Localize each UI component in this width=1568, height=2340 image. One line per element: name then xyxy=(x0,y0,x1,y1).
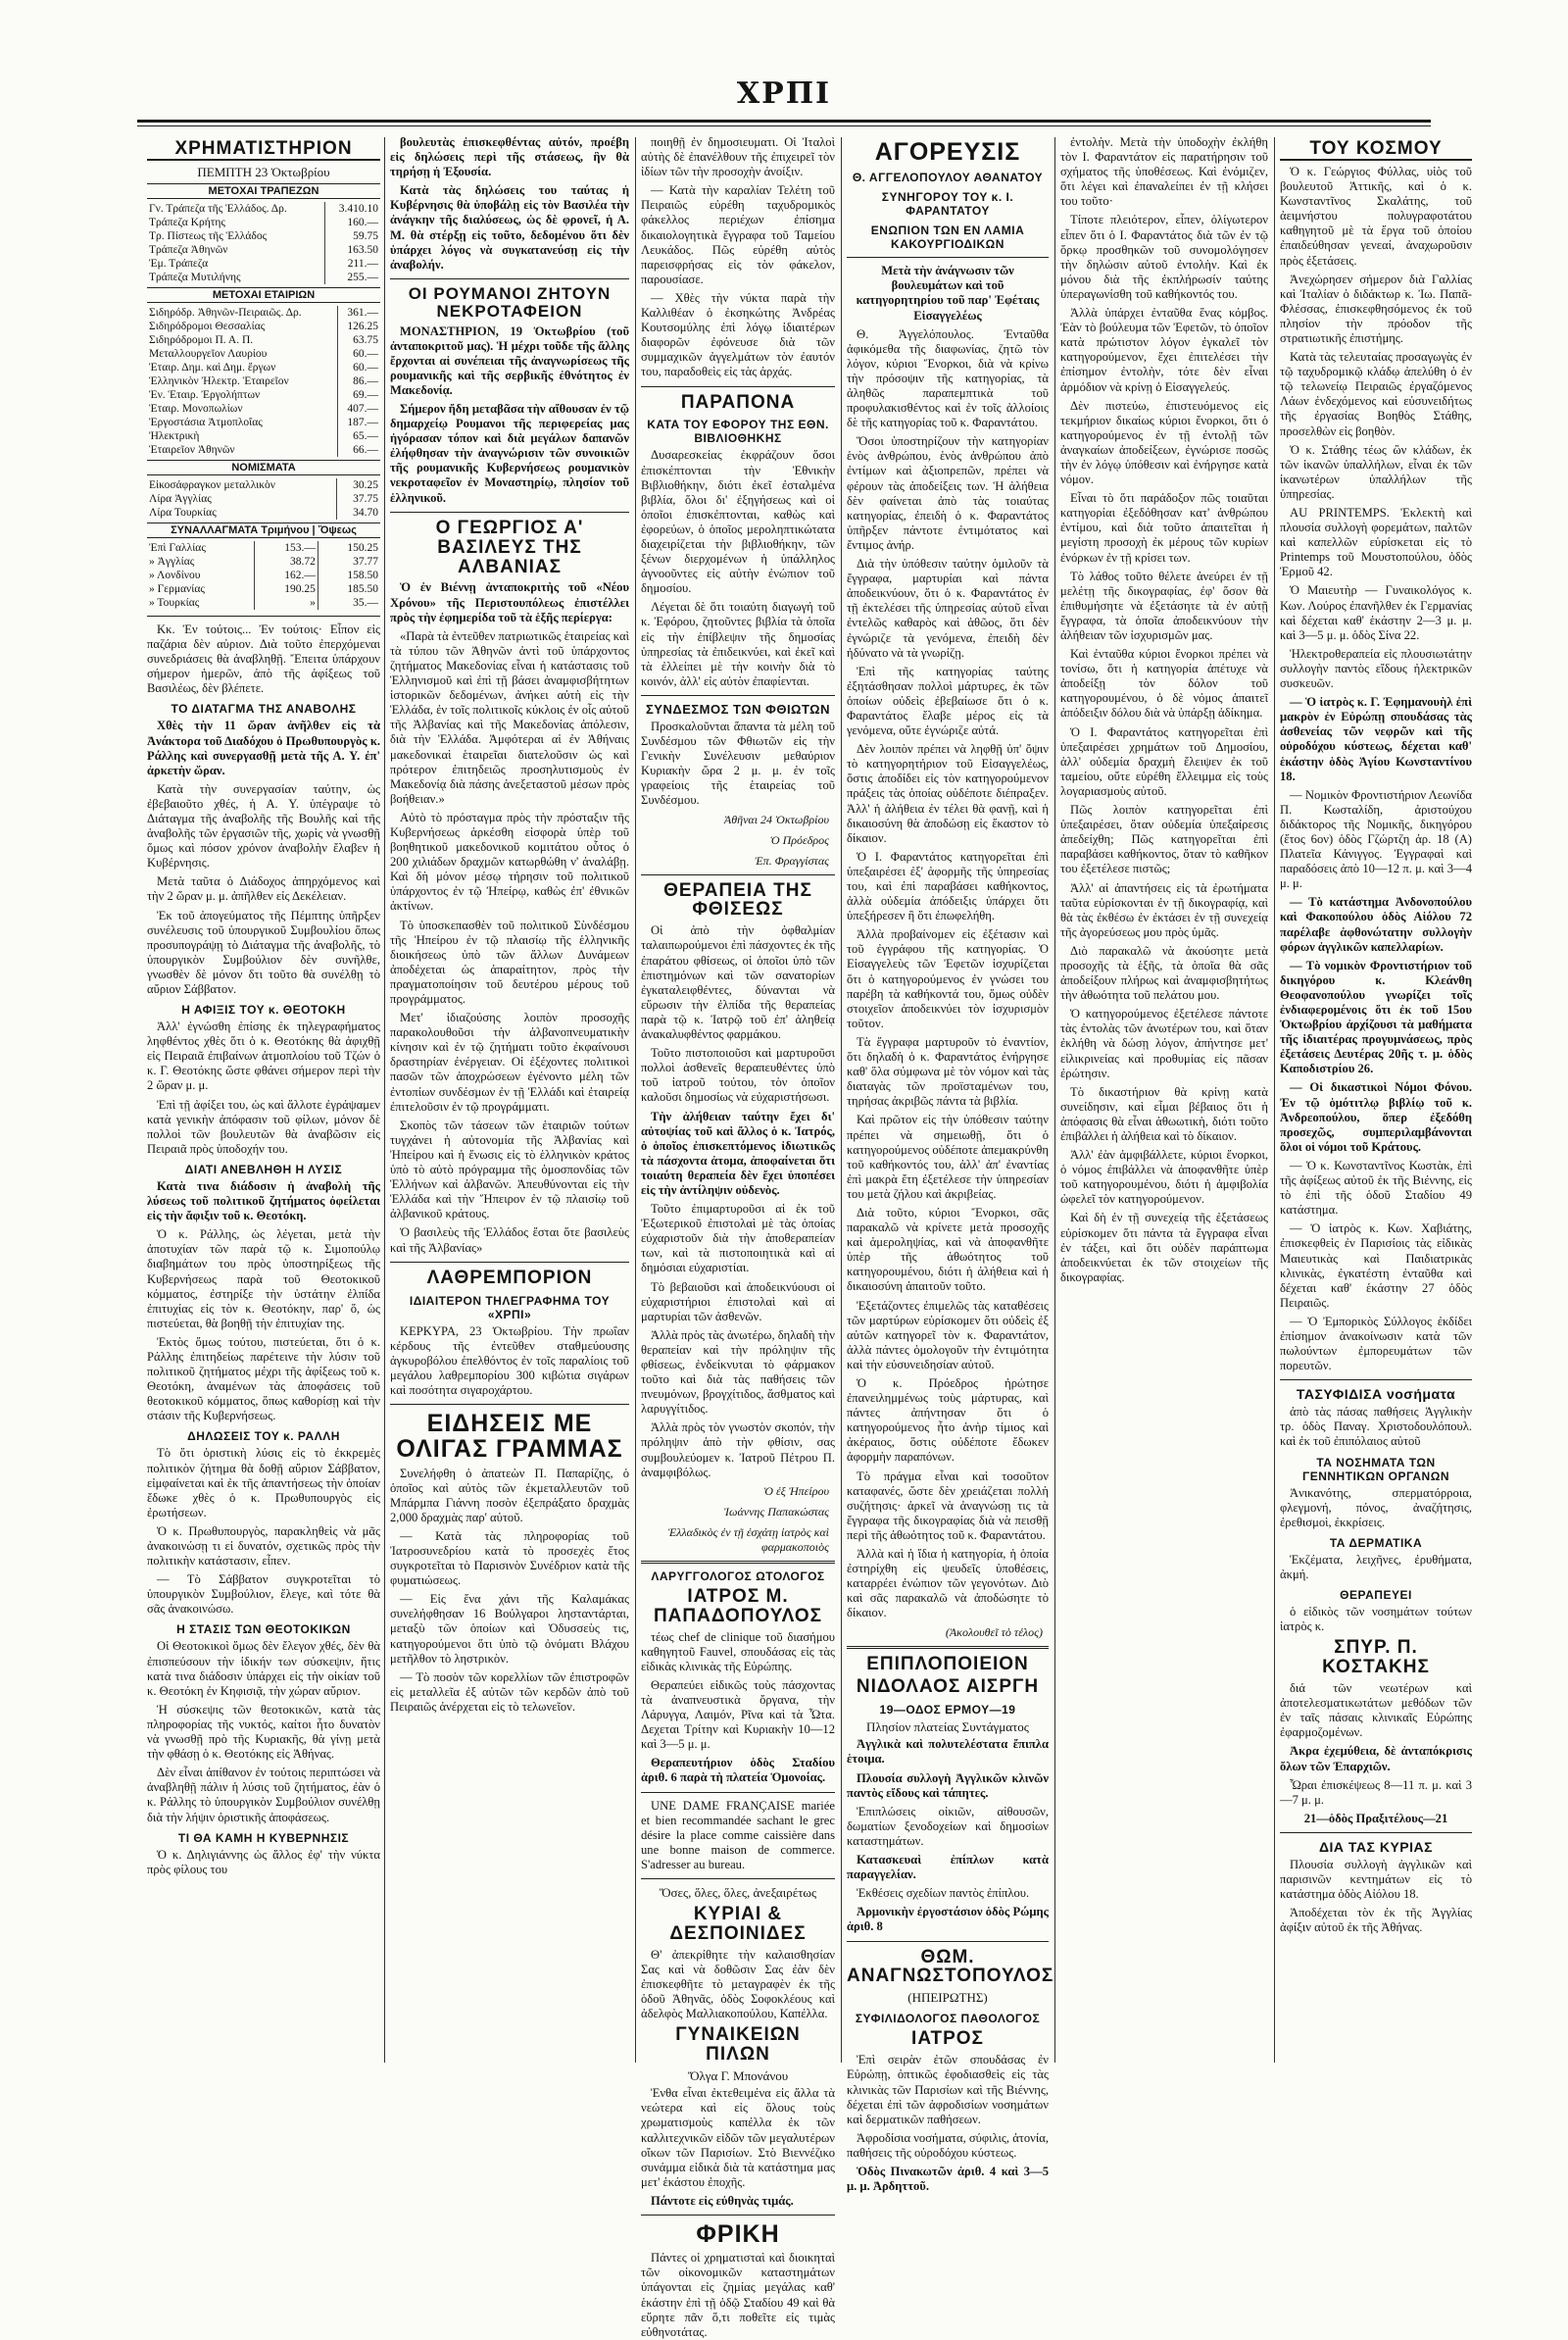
rate-label: Λίρα Ἀγγλίας xyxy=(149,492,212,505)
rate-value: 59.75 xyxy=(325,229,380,243)
rule xyxy=(641,2215,835,2216)
article-paragraph: ἐντολὴν. Μετὰ τὴν ὑποδοχὴν ἐκλήθη τὸν Ι. Φαραντάτον εἰς παρατήρησιν τοῦ σχήματος τῆς ὑποθέσεως. Καὶ ἐνόμιζεν, ὅτι λέγει καὶ ἐπαναλείπει ἐν τῇ κλήσει του τοῦτο· xyxy=(1060,135,1268,209)
coins-title: ΝΟΜΙΣΜΑΤΑ xyxy=(147,460,380,475)
rate-value: 163.50 xyxy=(325,243,380,257)
section-heading: ΔΙΑΤΙ ΑΝΕΒΛΗΘΗ Η ΛΥΣΙΣ xyxy=(184,1162,343,1176)
article-paragraph: Προσκαλοῦνται ἅπαντα τὰ μέλη τοῦ Συνδέσμου τῶν Φθιωτῶν εἰς τὴν Γενικὴν Συνέλευσιν μεθαύριον Κυριακὴν ὥρα 2 μ. μ. ἐν τοῖς γραφείοις τῆς ἑταιρείας τοῦ Συνδέσμου. xyxy=(641,719,835,808)
news-item: Ἠλεκτροθεραπεία εἰς πλουσιωτάτην συλλογὴν παντὸς εἴδους ἠλεκτρικῶν συσκευῶν. xyxy=(1280,646,1472,691)
ad-origin: (ΗΠΕΙΡΩΤΗΣ) xyxy=(907,1990,988,2006)
article-intro: Μετὰ τὴν ἀνάγνωσιν τῶν βουλευμάτων καὶ τοῦ κατηγορητηρίου τοῦ παρ' Ἐφέταις Εἰσαγγελέως xyxy=(856,264,1040,323)
ad-heading: ΤΑ ΔΕΡΜΑΤΙΚΑ xyxy=(1329,1535,1423,1550)
rate-value: 160.— xyxy=(325,216,380,229)
rate-row xyxy=(147,216,380,229)
ad-owner: Ὄλγα Γ. Μπονάνου xyxy=(687,2068,789,2084)
article-headline: ΣΥΝΔΕΣΜΟΣ ΤΩΝ ΦΘΙΩΤΩΝ xyxy=(646,701,830,717)
rate-label: Λίρα Τουρκίας xyxy=(149,506,217,519)
article-paragraph: Ἀλλ' αἱ ἀπαντήσεις εἰς τὰ ἐρωτήματα ταῦτα εὑρίσκονται ἐν τῇ δικογραφίᾳ, καὶ θὰ τὰς ἐκθέσω ἐν ἐκτάσει ἐν τῇ συνεχείᾳ τῆς ἀγορεύσεως μου πρὸς ὑμᾶς. xyxy=(1060,880,1268,939)
article-paragraph: Καὶ δὴ ἐν τῇ συνεχείᾳ τῆς ἐξετάσεως εὑρίσκομεν ὅτι πάντα τὰ ἔγγραφα εἶναι ἐν τάξει, καὶ ὅτι οὐδὲν παράπτωμα ἀποδεικνύεται ἐκ τῶν στοιχείων τῆς δικογραφίας. xyxy=(1060,1211,1268,1284)
article-paragraph: Ὁ κ. Δηλιγιάννης ὡς ἄλλος ἐφ' τὴν νύκτα πρὸς φίλους του xyxy=(147,1847,380,1876)
rate-value: 158.50 xyxy=(318,569,380,582)
column-divider xyxy=(635,137,636,2063)
rate-value: 126.25 xyxy=(337,320,380,333)
stock-exchange-heading: ΧΡΗΜΑΤΙΣΤΗΡΙΟΝ xyxy=(147,139,380,161)
column-divider xyxy=(841,137,842,2063)
rate-value: 153.— xyxy=(255,541,318,555)
rate-label: Τράπεζα Ἀθηνῶν xyxy=(149,243,228,256)
masthead xyxy=(0,76,1568,127)
exchange-title: ΣΥΝΑΛΛΑΓΜΑΤΑ Τριμήνου | Ὄψεως xyxy=(147,523,380,538)
rule xyxy=(641,1878,835,1879)
ad-text: ὁ εἰδικὸς τῶν νοσημάτων τούτων ἰατρὸς κ. xyxy=(1280,1605,1472,1634)
rate-row xyxy=(147,596,380,610)
rate-value: 162.— xyxy=(255,569,318,582)
signature-name: Ἰωάννης Παπακώστας xyxy=(723,1504,829,1519)
article-paragraph: Τὸ ὑποσκεπασθὲν τοῦ πολιτικοῦ Σὺνδέσμου τῆς Ἠπείρου ἐν τῷ πλαισίῳ τῆς ἑλληνικῆς διοικήσεως ὑπὸ τῶν ἄλλων Δυνάμεων ἀποδέχεται ὡς ἀπαραίτητον, πρὸς τὴν πραγματοποίησιν τοῦ δευτέρου μέρους τοῦ προγράμματος. xyxy=(390,918,629,1006)
rate-row xyxy=(147,478,380,492)
rule xyxy=(847,1646,1049,1649)
rate-label: Ἐργοστάσια Ἀτμοπλοΐας xyxy=(149,416,263,428)
article-paragraph: — Κατὰ τὴν καραλίαν Τελέτη τοῦ Πειραιῶς εὑρέθη ταχυδρομικὸς φάκελλος περιέχων ἐπίσημα δικαιολογητικὰ ἔγγραφα τοῦ Ταμείου Λευκάδος. Πῶς εὑρέθη αὐτὸς παρεισφρήσας εἰς τὸν φάκελον, παρουσίασε. xyxy=(641,183,835,286)
ad-text: Πλουσία συλλογὴ Ἀγγλικῶν κλινῶν παντὸς εἴδους καὶ τάπητες. xyxy=(847,1770,1049,1800)
masthead-title: ΧΡΠΙ xyxy=(736,76,832,111)
article-headline: ΑΓΟΡΕΥΣΙΣ xyxy=(874,138,1021,166)
rate-value: 407.— xyxy=(337,402,380,416)
rate-label: Ἑταιρ. Δημ. καὶ Δημ. ἔργων xyxy=(149,361,276,373)
rate-value: 69.— xyxy=(337,388,380,402)
rate-value: 65.— xyxy=(337,429,380,443)
article-paragraph: Οἱ Θεοτοκικοὶ ὅμως δὲν ἔλεγον χθές, δὲν θὰ ἐπισπεύσουν τὴν ἰδικήν των σύσκεψιν, ἥτις κατὰ τινα διάδοσιν ὑπάρχει εἰς τὴν οἰκίαν τοῦ κ. Θεοτόκη ἐν Κηφισιᾷ, τὴν χώραν αὔριον. xyxy=(147,1639,380,1698)
article-paragraph: βουλευτὰς ἐπισκεφθέντας αὐτόν, προέβη εἰς δηλώσεις περὶ τῆς στάσεως, ἣν θὰ τηρήσῃ ἡ Ἐξουσία. xyxy=(390,135,629,179)
article-paragraph: — Χθὲς τὴν νύκτα παρὰ τὴν Καλλιθέαν ὁ ἐκσηκώτης Ἀνδρέας Κουτσομύλης ἐπὶ λόγῳ ἰδιαιτέρων διαφορῶν ἐφόνευσε διὰ τῶν συμμαχικῶν ἀγγελμάτων τὸν ἐαυτόν του, παραδοθεὶς εἰς τὰς ἀρχάς. xyxy=(641,290,835,379)
rate-value: 86.— xyxy=(337,374,380,388)
ad-text: Πλουσία συλλογὴ ἀγγλικῶν καὶ παρισινῶν κεντημάτων εἰς τὸ κατάστημα ὁδὸς Αἰόλου 18. xyxy=(1280,1857,1472,1902)
ad-heading: ΛΑΡΥΓΓΟΛΟΓΟΣ ΩΤΟΛΟΓΟΣ xyxy=(651,1568,825,1583)
article-paragraph: Ἐπὶ τῆς κατηγορίας ταύτης ἐξητάσθησαν πολλοὶ μάρτυρες, ἐκ τῶν ὁποίων οὐδεὶς ἐβεβαίωσε ὅτι ὁ κ. Φαραντάτος ἔλαβε μέρος εἰς τὰ γενόμενα, οὔτε ἐγνώριζε αὐτά. xyxy=(847,664,1049,738)
rule xyxy=(641,386,835,387)
exchange-table xyxy=(147,541,380,610)
article-paragraph: Δὲν πιστεύω, ἐπιστευόμενος εἰς τεκμήριον δικαίως κύριοι ἔνορκοι, ὅτι ὁ κατηγορούμενος ἐν τῇ ἐντολῇ τῶν ἀναγκαίων ἀποδείξεων, ἐγνώρισε ποσῶς τὴν ἐν λόγῳ ὑπόθεσιν καὶ ἐνήργησε κατὰ νόμον. xyxy=(1060,398,1268,487)
news-item: — Ὁ κ. Κωνσταντῖνος Κωστὰκ, ἐπὶ τῆς ἀφίξεως αὐτοῦ ἐκ τῆς Βιέννης, εἰς τὸ ἐπὶ τῆς ὁδοῦ Σταδίου 49 κατάστημα. xyxy=(1280,1158,1472,1218)
article-subheadline: ΕΝΩΠΙΟΝ ΤΩΝ ΕΝ ΛΑΜΙΑ ΚΑΚΟΥΡΓΙΟΔΙΚΩΝ xyxy=(870,224,1025,252)
article-subheadline: ΚΑΤΑ ΤΟΥ ΕΦΟΡΟΥ ΤΗΣ ΕΘΝ. ΒΙΒΛΙΟΘΗΚΗΣ xyxy=(647,418,829,446)
ad-text: Θεραπεύει εἰδικῶς τοὺς πάσχοντας τὰ ἀναπνευστικὰ ὄργανα, τὴν Λάρυγγα, Λαιμόν, Ρῖνα καὶ τὰ Ὦτα. Δεχεται Τρίτην καὶ Κυριακὴν 10—12 καὶ 3—5 μ. μ. xyxy=(641,1677,835,1752)
rate-value: 66.— xyxy=(337,443,380,457)
article-headline: ΕΙΔΗΣΕΙΣ ΜΕ ΟΛΙΓΑΣ ΓΡΑΜΜΑΣ xyxy=(396,1410,623,1464)
rate-row xyxy=(147,429,380,443)
rate-row xyxy=(147,416,380,429)
article-paragraph: — Εἰς ἕνα χάνι τῆς Καλαμάκας συνελήφθησαν 16 Βούλγαροι λησταντάρται, μεταξὺ τῶν ὁποίων καὶ Ὀδυσσεὺς τις, κατηγορούμενοι ὅτι ὑπὸ τῷ ὀνόματι Βλάχου μετῆλθον τὸ ληστρικὸν. xyxy=(390,1592,629,1666)
article-paragraph: Τὴν ἀλήθειαν ταύτην ἔχει δι' αὐτοψίας τοῦ καὶ ἄλλος ὁ κ. Ἰατρός, ὁ ὁποῖος ἐπισκεπτόμενος ἰδιωτικῶς τὰ πάσχοντα ἀτομα, ἀποφαίνεται ὅτι τοιαύτη θεραπεία δὲν ἔχει ὑποπέσει εἰς τὴν ἀντίληψιν οὐδενὸς. xyxy=(641,1109,835,1197)
article-paragraph: Δὲν εἶναι ἀπίθανον ἐν τούτοις περιπτώσει νὰ ἀναβληθῇ πάλιν ἡ λύσις τοῦ ζητήματος, ἐὰν ὁ κ. Ράλλης τὸ ὑπουργικὸν Συμβούλιον συνέλθῃ διὰ τὴν λήψιν ὁριστικῆς ἀποφάσεως. xyxy=(147,1766,380,1824)
article-paragraph: — Τὸ ποσὸν τῶν κορελλίων τῶν ἐπιστροφῶν εἰς μεταλλεῖα ἐξ αὐτῶν τῶν κερδῶν ἀπὸ τοῦ Πειραιῶς ἀνέρχεται εἰς τὸ τελωνεῖον. xyxy=(390,1669,629,1714)
article-paragraph: Χθὲς τὴν 11 ὥραν ἀνῆλθεν εἰς τὰ Ἀνάκτορα τοῦ Διαδόχου ὁ Πρωθυπουργὸς κ. Ράλλης καὶ συνεργασθῇ μετὰ τῆς Α. Υ. ἐπ' ἀρκετὴν ὥραν. xyxy=(147,719,380,777)
ad-text: Ἐκζέματα, λειχῆνες, ἐρυθήματα, ἀκμή. xyxy=(1280,1552,1472,1581)
column-1 xyxy=(147,135,380,2063)
continued-note: (Ἀκολουθεῖ τὸ τέλος) xyxy=(945,1624,1043,1639)
rule xyxy=(847,1941,1049,1942)
rate-value: 255.— xyxy=(325,271,380,284)
rate-row xyxy=(147,306,380,320)
rate-label: Ἑταιρεῖον Ἀθηνῶν xyxy=(149,443,235,456)
rate-row xyxy=(147,202,380,216)
article-paragraph: Τὸ δικαστήριον θὰ κρίνῃ κατὰ συνείδησιν, καὶ εἶμαι βέβαιος ὅτι ἡ ἀπόφασις θὰ εἶναι ἀθωωτικὴ, διότι τοῦτο ἐπιβάλλει ἡ ἀλήθεια καὶ τὸ δίκαιον. xyxy=(1060,1084,1268,1143)
ad-text: Κατασκευαὶ ἐπίπλων κατὰ παραγγελίαν. xyxy=(847,1853,1049,1882)
rate-label: Σιδηρόδρ. Ἀθηνῶν-Πειραιῶς. Δρ. xyxy=(149,306,302,319)
ad-heading: ΤΑ ΝΟΣΗΜΑΤΑ ΤΩΝ ΓΕΝΝΗΤΙΚΩΝ ΟΡΓΑΝΩΝ xyxy=(1301,1455,1450,1483)
article-paragraph: Κατὰ τὴν συνεργασίαν ταύτην, ὡς ἐβεβαιοῦτο χθές, ἡ Α. Υ. ὑπέγραψε τὸ Διάταγμα τῆς ἀναβολῆς τῆς Βουλῆς καὶ τῆς ἀναβολῆς τῶν ἐργασιῶν τῆς, χωρὶς νὰ γνωσθῇ ὅμως καὶ πόσον χρόνον ἀναβολὴν ἔλαβεν ἡ Κυβέρνησις. xyxy=(147,781,380,871)
rate-label: Γν. Τράπεζα τῆς Ἑλλάδος. Δρ. xyxy=(149,202,287,215)
rate-value: 190.25 xyxy=(255,582,318,596)
ad-name: ΝΙΔΟΛΑΟΣ ΑΙΣΡΓΗ xyxy=(856,1676,1040,1698)
article-paragraph: Ἀλλὰ πρὸς τὰς ἀνωτέρω, δηλαδὴ τὴν θεραπείαν καὶ τὴν πρόληψιν τῆς φθίσεως, ἐνδείκνυται τὸ φάρμακον τοῦτο καὶ διὰ τὰς παθήσεις τῶν πνευμόνων, βρογχίτιδος, ἄσθματος καὶ λαρυγγίτιδος. xyxy=(641,1327,835,1417)
article-paragraph: Λέγεται δὲ ὅτι τοιαύτη διαγωγή τοῦ κ. Ἐφόρου, ζητοῦντες βιβλία τὰ ὁποῖα εἰς τὴν ἐπίβλεψιν τῆς δημοσίας ὑπηρεσίας τὰ ἐπιδεικνύει, καὶ ἐκεῖ καὶ τὰ ἐλλείπει μὲ τὴν κοινὴν διὰ τὸ κοινόν, ἀλλ' εἰς αὐτὸν ἐπαφίενται. xyxy=(641,600,835,688)
rate-label: Ἑλληνικὸν Ἠλεκτρ. Ἑταιρεῖον xyxy=(149,374,289,387)
ad-text: Θεραπευτήριον ὁδὸς Σταδίου ἀριθ. 6 παρὰ τὴ πλατεία Ὁμονοίας. xyxy=(641,1756,835,1785)
rate-row xyxy=(147,271,380,284)
column-6 xyxy=(1280,135,1472,2063)
rate-value: 187.— xyxy=(337,416,380,429)
article-headline: ΟΙ ΡΟΥΜΑΝΟΙ ΖΗΤΟΥΝ ΝΕΚΡΟΤΑΦΕΙΟΝ xyxy=(408,283,612,321)
column-2 xyxy=(390,135,629,2063)
rate-value: 60.— xyxy=(337,347,380,361)
ad-address: 19—ΟΔΟΣ ΕΡΜΟΥ—19 xyxy=(879,1703,1016,1718)
ad-text: Ὧραι ἐπισκέψεως 8—11 π. μ. καὶ 3—7 μ. μ. xyxy=(1280,1777,1472,1807)
rate-value: 60.— xyxy=(337,361,380,374)
rule xyxy=(390,1262,629,1263)
article-paragraph: Ἀλλ' ἐγνώσθη ἐπίσης ἐκ τηλεγραφήματος ληφθέντος χθὲς ὅτι ὁ κ. Θεοτόκης θὰ ἀφιχθῇ εἰς Πειραιᾶ ἐπιβαίνων ἀτμοπλοίου τοῦ Τζών ὁ κ. Γ. Θεοτόκης ὥστε φθάνει σήμερον περὶ τὴν 2 ὥραν μ. μ. xyxy=(147,1020,380,1093)
coins-table xyxy=(147,478,380,520)
rate-label: » Γερμανίας xyxy=(149,582,205,595)
banks-title: ΜΕΤΟΧΑΙ ΤΡΑΠΕΖΩΝ xyxy=(147,183,380,199)
rule xyxy=(147,616,380,617)
article-paragraph: «Παρὰ τὰ ἐντεῦθεν πατριωτικῶς ἑταιρείας καὶ τὰ τύπου τῶν Ἀθηνῶν ἀντὶ τοῦ ὑπάρχοντος ζητήματος Μακεδονίας εἶναι ἡ κατάστασις τοῦ Ἑλληνισμοῦ καὶ ἐπὶ τῇ βάσει ἀναμφισβήτητων ἱστορικῶν δεδομένων, ἀνήκει αὐτὴ εἰς τὴν Ἑλλάδα, ἐν τοῖς πολιτικοῖς κύκλοις ἐν οἷς αὐτοῦ τῆς Ἀλβανίας καὶ τῆς Μακεδονίας ἀπόλεσιν, διὰ τὴν Ἑλλάδα. Ἀμφότεραι αἱ ἐν Ἀθήναις μακεδονικαὶ ἑταιρεῖαι διατελοῦσιν ὡς καὶ πρότερον ἐπιτηδειῶς προσηλυτισμοὺς ἐν Μακεδονίᾳ διὰ πάσης ἀνεξεταστοῦ μέσων πρὸς βοήθειαν.» xyxy=(390,628,630,806)
section-heading: Η ΣΤΑΣΙΣ ΤΩΝ ΘΕΟΤΟΚΙΚΩΝ xyxy=(176,1622,351,1637)
news-item: Ὁ Μαιευτὴρ — Γυναικολόγος κ. Κων. Λούρος ἐπανῆλθεν ἐκ Γερμανίας καὶ δέχεται καθ' ἑκάστην 2—3 μ. μ. καὶ 3—5 μ. μ. ὁδὸς Σίνα 22. xyxy=(1280,583,1472,642)
rate-row xyxy=(147,243,380,257)
article-paragraph: Σκοπὸς τῶν τάσεων τῶν ἑταιριῶν τούτων τυγχάνει ἡ αὐτονομία τῆς Ἀλβανίας καὶ Ἠπείρου καὶ ἡ ἕνωσις εἰς τὸ ἑλληνικὸν κράτος ὑπὸ τὸ αὐτὸ πρόγραμμα τῆς ὁμοσπονδίας τῶν Ἑλλήνων καὶ ἀλβανῶν. Ἀπευθύνονται εἰς τὴν Ἑλλάδα καὶ τὴν Ἤπειρον ἐν τῷ πλαισίῳ τοῦ ἀλβανικοῦ κράτους. xyxy=(390,1118,629,1221)
column-3 xyxy=(641,135,835,2339)
article-paragraph: Διὸ παρακαλῶ νὰ ἀκούσητε μετὰ προσοχῆς τὰ ἑξῆς, τὰ ὁποῖα θὰ σᾶς ἀποδείξουν πλήρως καὶ ἀναμφισβητήτως τὴν ἀθωότητα τοῦ πελάτου μου. xyxy=(1060,943,1268,1003)
rate-label: Μεταλλουργεῖον Λαυρίου xyxy=(149,347,268,360)
article-paragraph: Ἀλλὰ πρὸς τὸν γνωστὸν σκοπόν, τὴν πρόληψιν ἀπὸ τὴν φθίσιν, σας συμβουλεύομεν κ. Ἰατροῦ Πέτρου Π. ἀναμφιβόλως. xyxy=(641,1420,835,1479)
section-heading: Η ΑΦΙΞΙΣ ΤΟΥ κ. ΘΕΟΤΟΚΗ xyxy=(181,1003,346,1018)
signature-title: Ὁ Πρόεδρος xyxy=(769,832,829,847)
rate-value: 361.— xyxy=(337,306,380,320)
article-paragraph: Τὸ πράγμα εἶναι καὶ τοσοῦτον καταφανές, ὥστε δὲν χρειάζεται πολλὴ συζήτησις· ἀρκεῖ νὰ ἀναγνώσῃ τις τὰ ἔγγραφα τῆς δικογραφίας διὰ νὰ πεισθῇ περὶ τῆς ἀθωότητος τοῦ κ. Φαραντάτου. xyxy=(847,1469,1049,1542)
ad-location: Πλησίον πλατείας Συντάγματος xyxy=(866,1719,1029,1735)
ad-address: 21—ὁδὸς Πραξιτέλους—21 xyxy=(1303,1811,1448,1825)
column-divider xyxy=(1054,137,1055,2063)
news-item: — Νομικὸν Φροντιστήριον Λεωνίδα Π. Κωσταλίδη, ἀριστούχου διδάκτορος τῆς Νομικῆς, δικηγόρου (ἔτος 6ον) ὁδὸς Γζώρτζη ἀρ. 18 (Α) Πλατεῖα Κάνιγγος. Ἐγγραφαὶ καὶ παραδόσεις ἀπὸ 10—12 π. μ. καὶ 3—4 μ. μ. xyxy=(1280,787,1472,891)
rate-label: Τρ. Πίστεως τῆς Ἑλλάδος xyxy=(149,229,268,242)
column-4 xyxy=(847,135,1054,2194)
article-paragraph: Ἐκτὸς ὅμως τούτου, πιστεύεται, ὅτι ὁ κ. Ράλλης ἐπιτηδείως παρέτεινε τὴν λύσιν τοῦ πολιτικοῦ ζητήματος μέχρι τῆς ἀφίξεως τοῦ κ. Θεοτόκη, ἀναμένων τὰς ἀποφάσεις τοῦ θεοτοκικοῦ κόμματος, ὅπως καθορίσῃ καὶ τὴν στάσιν τῆς Κυβερνήσεως. xyxy=(147,1334,380,1423)
article-headline: Ο ΓΕΩΡΓΙΟΣ Α' ΒΑΣΙΛΕΥΣ ΤΗΣ ΑΛΒΑΝΙΑΣ xyxy=(435,517,584,577)
rate-row xyxy=(147,443,380,457)
rule xyxy=(390,278,629,279)
signature-name: Ἐπ. Φραγγίστας xyxy=(755,853,829,868)
article-paragraph: Καὶ ἐνταῦθα κύριοι ἔνορκοι πρέπει νὰ τονίσω, ὅτι ἡ κατηγορία ἀπέτυχε νὰ ἀποδείξῃ τὸν δόλον τοῦ κατηγορουμένου, ὁ δὲ νόμος ἀπαιτεῖ ἀπόδειξιν δόλου διὰ νὰ ὑπάρξῃ ἀδίκημα. xyxy=(1060,647,1268,721)
news-item: Κατὰ τὰς τελευταίας προσαγωγὰς ἐν τῷ ταχυδρομικῷ κλάδῳ ἀπελύθη ὁ ἐν τῷ τελωνείῳ Πειραιῶς ἐργαζόμενος Λάων ἐνδεχόμενος καὶ εὐσυνειδήτως τῆς ἐργασίας Βοηθὸς Στάθης, προσελθὼν εἰς βοηθὸν. xyxy=(1280,350,1472,438)
rate-row xyxy=(147,374,380,388)
article-paragraph: Ὁ κ. Ράλλης, ὡς λέγεται, μετὰ τὴν ἀποτυχίαν τῶν παρὰ τῷ κ. Σιμοπούλῳ διαβημάτων του πρὸς ὑποστηρίξεως τῆς Κυβερνήσεως παρὰ τοῦ Θεοτοκικοῦ κόμματος, ἐστηρίξε τὴν ὑστάτην ἐλπίδα ἐπιτυχίας εἰς τὸν κ. Θεοτόκην, παρ' ὅ, ὡς πιστεύεται, θὰ βοηθῇ τὴν ἐπιτυχίαν της. xyxy=(147,1227,380,1330)
rate-label: Τράπεζα Μυτιλήνης xyxy=(149,271,241,283)
rate-value: 3.410.10 xyxy=(325,202,380,216)
article-headline: ΘΕΡΑΠΕΙΑ ΤΗΣ ΦΘΙΣΕΩΣ xyxy=(663,879,812,921)
rate-row xyxy=(147,388,380,402)
ad-text: τέως chef de clinique τοῦ διασήμου καθηγητοῦ Fauvel, σπουδάσας εἰς τὰς εἰδικὰς κλινικὰς τῆς Εὐρώπης. xyxy=(641,1629,835,1673)
rate-label: Σιδηρόδρομοι Θεσσαλίας xyxy=(149,320,266,332)
rate-label: Ἐπὶ Γαλλίας xyxy=(149,541,206,554)
signature-place: Ὁ ἐξ Ἠπείρου xyxy=(763,1483,829,1498)
ad-text: διά τῶν νεωτέρων καὶ ἀποτελεσματικωτάτων μεθόδων τῶν ἐν ταῖς πάσαις κλινικαῖς Εὐρώπης ἐφαρμοζομένων. xyxy=(1280,1681,1472,1740)
companies-table xyxy=(147,306,380,457)
rate-row xyxy=(147,582,380,596)
article-paragraph: Ἐπὶ τῇ ἀφίξει του, ὡς καὶ ἄλλοτε ἐγράψαμεν κατὰ γενικὴν ἀπόφασιν τοῦ φίλων, μόνον δὲ πολλοὶ τῶν βουλευτῶν θὰ ἀναβῶσιν εἰς Πειραιᾶ πρὸς ὑποδοχήν του. xyxy=(147,1097,380,1156)
rate-value: 38.72 xyxy=(255,555,318,569)
ad-text: Ἐνθα εἶναι ἐκτεθειμένα εἰς ἄλλα τὰ νεώτερα καὶ εἰς ὅλους τοὺς χρωματισμοὺς καπέλλα ἐκ τῶν καλλιτεχνικῶν εἰδῶν τῶν μεγαλυτέρων οἴκων τῶν Παρισίων. Στὸ Βιεννέζικο συνάμμα εἰδικὰ διὰ τὰ κατάστημα μας μετ' ἑκάστου ἐποχῆς. xyxy=(641,2086,835,2189)
article-paragraph: Ὁ βασιλεὺς τῆς Ἑλλάδος ἔσται ὅτε βασιλεὺς καὶ τῆς Ἀλβανίας» xyxy=(390,1225,629,1255)
rate-label: Σιδηρόδρομοι Π. Α. Π. xyxy=(149,333,254,346)
ad-heading: ΚΥΡΙΑΙ & ΔΕΣΠΟΙΝΙΔΕΣ xyxy=(669,1904,807,1944)
ad-text: Ἀγγλικὰ καὶ πολυτελέστατα ἔπιπλα ἑτοιμα. xyxy=(847,1737,1049,1767)
article-paragraph: Ὁ κ. Πρωθυπουργὸς, παρακληθεὶς νὰ μᾶς ἀνακοινώσῃ τι εἰ δυνατόν, σχετικῶς πρὸς τὴν πολιτικὴν κατάστασιν, εἶπεν. xyxy=(147,1523,380,1568)
article-paragraph: — Κατὰ τὰς πληροφορίας τοῦ Ἰατροσυνεδρίου κατὰ τὸ προσεχὲς ἔτος συγκροτεῖται τὸ Παρισινὸν Συνέδριον κατὰ τῆς φυματιώσεως. xyxy=(390,1528,629,1588)
article-paragraph: Τὸ ὅτι ὁριστικὴ λύσις εἰς τὸ ἐκκρεμὲς πολιτικὸν ζήτημα θὰ δοθῇ αὔριον Σάββατον, εἰμφαίνεται καὶ ἐκ τῆς ἀπαντήσεως τὴν ὁποίαν ἔδωκε χθὲς ὁ κ. Πρωθυπουργὸς εἰς ἐρωτήσεων. xyxy=(147,1446,380,1519)
article-subheadline: ΣΥΝΗΓΟΡΟΥ ΤΟΥ κ. Ι. ΦΑΡΑΝΤΑΤΟΥ xyxy=(881,190,1014,219)
article-paragraph: Ὁ κ. Πρόεδρος ἠρώτησε ἐπανειλημμένως τοὺς μάρτυρας, καὶ πάντες ἀπήντησαν ὅτι ὁ κατηγορούμενος ἦτο ἀνὴρ τίμιος καὶ ἀκέραιος, ὅστις οὐδέποτε ἔδωκεν ἀφορμὴν παραπόνων. xyxy=(847,1376,1049,1465)
ad-heading: ΓΥΝΑΙΚΕΙΩΝ ΠΙΛΩΝ xyxy=(675,2024,801,2066)
rate-value: 37.75 xyxy=(337,492,380,506)
ad-text: Ἀνικανότης, σπερματόρροια, φλεγμονή, πόνος, ἀναζήτησις, ἐρεθισμοὶ, ἐκκρίσεις. xyxy=(1280,1485,1472,1529)
rate-value: 37.77 xyxy=(318,555,380,569)
article-paragraph: Δὲν λοιπὸν πρέπει νὰ ληφθῇ ὑπ' ὄψιν τὸ κατηγορητήριον τοῦ Εἰσαγγελέως, ὅστις ἀποδίδει εἰς τὸν κατηγορούμενον πράξεις τὰς ὁποίας οὐδέποτε διέπραξεν. Ἀλλ' ἡ ἀλήθεια ἐν τέλει θὰ φανῇ, καὶ ἡ δικαιοσύνη θὰ ἀποδώσῃ εἰς ἕκαστον τὸ δίκαιον. xyxy=(847,742,1049,845)
article-paragraph: Οἱ ἀπὸ τὴν ὀφθαλμίαν ταλαιπωρούμενοι ἐπὶ πάσχοντες ἐκ τῆς ἐπαράτου φθίσεως, οἱ ὁποῖοι ὑπὸ τῶν ἐπιστημόνων καὶ τῶν σανατορίων ἐγκαταλειφθέντες, δύνανται νὰ εὕρωσιν τὴν ἐλπίδα τῆς θεραπείας παρὰ τῷ κ. Ἰατρῷ τοῦ ἐπ' ἀληθείᾳ ἀνακαλυφθέντος φαρμάκου. xyxy=(641,923,835,1042)
rate-value: 150.25 xyxy=(318,541,380,555)
ad-text: Θ' ἀπεκρίθητε τὴν καλαισθησίαν Σας καὶ νὰ δοθῶσιν Σας ἐὰν δὲν ἐπισκεφθῆτε τὸ μεταγραφὲν ἐκ τῆς ὁδοῦ Ἀθηνᾶς, ὁδὸς Σοφοκλέους καὶ ἀδελφὸς Μαλλιακοπούλου, Καπέλλα. xyxy=(641,1947,835,2021)
article-paragraph: — Τὸ Σάββατον συγκροτεῖται τὸ ὑπουργικὸν Συμβούλιον, ἔλεγε, καὶ τότε θὰ σᾶς ἀνακοινώσω. xyxy=(147,1572,380,1617)
column-divider xyxy=(1274,137,1275,2063)
ad-heading: ΦΡΙΚΗ xyxy=(696,2220,780,2248)
news-item: Ἀνεχώρησεν σήμερον διὰ Γαλλίας καὶ Ἰταλίαν ὁ διδάκτωρ κ. Ἰω. Παπᾶ-Φλέσσας, ἐπισκεφθησόμενος ἐκ τοῦ πλησίον τὴν πρόοδον τῆς στρατιωτικῆς ἐπιστήμης. xyxy=(1280,272,1472,345)
rule xyxy=(641,1792,835,1793)
rate-row xyxy=(147,320,380,333)
rule xyxy=(390,512,629,513)
article-paragraph: Ἀλλὰ προβαίνομεν εἰς ἐξέτασιν καὶ τοῦ ἐγγράφου τῆς κατηγορίας. Ὁ Εἰσαγγελεὺς τῶν Ἐφετῶν ἰσχυρίζεται ὅτι ὁ κατηγορούμενος ἐν γνώσει του παρέβη τὰ καθήκοντά του, ὅμως οὐδὲν στοιχεῖον ἀποδεικνύει τὸν ἰσχυρισμὸν τοῦτον. xyxy=(847,927,1049,1030)
news-item: — Ὁ Ἐμπορικὸς Σύλλογος ἐκδίδει ἐπίσημον ἀνακοίνωσιν κατὰ τῶν πωλούντων ἐμπορευμάτων τῶν πορευτῶν. xyxy=(1280,1314,1472,1373)
rule xyxy=(1280,1379,1472,1380)
rate-label: Ἑταιρ. Μονοπωλίων xyxy=(149,402,243,415)
article-subheadline: ΙΔΙΑΙΤΕΡΟΝ ΤΗΛΕΓΡΑΦΗΜΑ ΤΟΥ «ΧΡΠΙ» xyxy=(409,1293,611,1321)
rule xyxy=(847,257,1049,258)
ad-text: Ἐκθέσεις σχεδίων παντὸς ἐπίπλου. xyxy=(857,1886,1030,1901)
news-item: Ὁ κ. Στάθης τέως ὢν κλάδων, ἐκ τῶν ἱκανῶν ὑπαλλήλων, εἶναι ἐκ τῶν ἱκανωτέρων ὑπαλλήλων τῆς ὑπηρεσίας. xyxy=(1280,442,1472,501)
article-headline: ΛΑΘΡΕΜΠΟΡΙΟΝ xyxy=(426,1267,593,1288)
rate-row xyxy=(147,361,380,374)
article-paragraph: Διὰ τοῦτο, κύριοι Ἔνορκοι, σᾶς παρακαλῶ νὰ κρίνετε μετὰ προσοχῆς καὶ ἀμεροληψίας, καὶ νὰ ἀποφανθῆτε ὑπὲρ τῆς ἀθωότητος τοῦ κατηγορουμένου, διότι ἡ ἀλήθεια καὶ ἡ δικαιοσύνη ἀπαιτοῦν τοῦτο. xyxy=(847,1205,1049,1294)
rate-row xyxy=(147,229,380,243)
rate-row xyxy=(147,257,380,271)
rate-value: 211.— xyxy=(325,257,380,271)
section-heading: ΤΟ ΔΙΑΤΑΓΜΑ ΤΗΣ ΑΝΑΒΟΛΗΣ xyxy=(171,702,357,717)
rate-value: » xyxy=(255,596,318,610)
article-paragraph: Ἀλλ' ἐὰν ἀμφιβάλλετε, κύριοι ἔνορκοι, ὁ νόμος ἐπιβάλλει νὰ ἀποφανθῆτε ὑπὲρ τοῦ κατηγορουμένου, διότι ἡ ἀμφιβολία ὠφελεῖ τὸν κατηγορούμενον. xyxy=(1060,1148,1268,1207)
article-paragraph: Τίποτε πλειότερον, εἶπεν, ὀλίγωτερον εἶπεν ὅτι ὁ Ι. Φαραντάτος διὰ τῶν ἐν τῷ ὅρκῳ προσθηκῶν τοῦ συνομολόγησεν τὴν δηλώσιν αὐτοῦ ἐντολὴν. Καὶ ἐκ μόνου διὰ τῆς ἐκπλήρωσίν ταύτης ὑπεραγωνίσθη τοῦ καθήκοντός του. xyxy=(1060,213,1268,301)
rate-value: 35.— xyxy=(318,596,380,610)
article-paragraph: Μετ' ἰδιαζούσης λοιπὸν προσοχῆς παρακολουθοῦσι τὴν ἀλβανοπνευματικὴν κίνησιν καὶ ἐν τῷ ζητήματι τοῦτο ἐκφαίνουσι δραστηρίαν ἐνέργειαν. Οἱ ἐξέχοντες πολιτικοὶ πασῶν τῶν ἀποχρώσεων ἐγένοντο μέλη τῶν ἐντοπίων συνδέσμων ἐν τῇ Ἑλλάδι καὶ ἐταιρείᾳ ἐπιτελοῦσιν ἐν τῷ προγράμματι. xyxy=(390,1011,629,1114)
article-paragraph: Ὁ ἐν Βιέννῃ ἀνταποκριτὴς τοῦ «Νέου Χρόνου» τῆς Περιστουπόλεως ἐπιστέλλει πρὸς τὴν ἐφημερίδα τοῦ τὰ ἑξῆς περίεργα: xyxy=(390,580,629,624)
ad-heading: ΔΙΑ ΤΑΣ ΚΥΡΙΑΣ xyxy=(1318,1838,1434,1855)
ad-text: UNE DAME FRANÇAISE mariée et bien recommandée sachant le grec désire la place comme caissière dans une bonne maison de commerce. S'adresser au bureau. xyxy=(641,1798,835,1871)
ad-text: ἀπὸ τὰς πάσας παθήσεις Ἀγγλικὴν τρ. ὁδὸς Παναγ. Χριστοδουλόπουλ. καὶ ἐκ τοῦ ἐπιπόλαιος αὐτοῦ xyxy=(1280,1405,1472,1449)
news-item: — Ὁ ἰατρὸς κ. Γ. Ἐφημανουὴλ ἐπὶ μακρὸν ἐν Εὐρώπῃ σπουδάσας τὰς ἀσθενείας τῶν νεφρῶν καὶ τῆς οὐροδόχου κύστεως, δέχεται καθ' ἑκάστην ὁδὸς Ἁγίου Κωνσταντίνου 18. xyxy=(1280,695,1472,783)
article-paragraph: Ὁ Ι. Φαραντάτος κατηγορεῖται ἐπὶ ὑπεξαιρέσει χρημάτων τοῦ Δημοσίου, ἀλλ' οὐδεμία δραχμὴ ἔλειψεν ἐκ τοῦ ταμείου, οὔτε εὑρέθη ἔλλειμμα εἰς τοὺς λογαριασμοὺς αὐτοῦ. xyxy=(1060,724,1268,798)
rate-value: 30.25 xyxy=(337,478,380,492)
article-paragraph: Διὰ τὴν ὑπόθεσιν ταύτην ὁμιλοῦν τὰ ἔγγραφα, μαρτυρίαι καὶ πάντα ἀποδεικνύουν, ὅτι ὁ κ. Φαραντάτος ἐν τῇ ἐκτελέσει τῆς ὑπηρεσίας αὐτοῦ εἶναι ἐντελῶς καθαρὸς καὶ ἀθῶος, ὅτι δὲν ἐγνώριζε τὰ γενόμενα, ἐπειδὴ δὲν ἠδύνατο νὰ τὰ γνωρίζῃ. xyxy=(847,557,1049,660)
article-paragraph: ΜΟΝΑΣΤΗΡΙΟΝ, 19 Ὀκτωβρίου (τοῦ ἀνταποκριτοῦ μας). Ἡ μέχρι τοῦδε τῆς ἄλλης ἔρχονται αἱ συνέπειαι τῆς ἀναγνωρίσεως τῆς ρουμανικῆς καὶ τῆς σερβικῆς ἐθνότητος ἐν Μακεδονίᾳ. xyxy=(390,324,629,397)
column-5 xyxy=(1060,135,1268,2063)
rule xyxy=(641,874,835,875)
article-paragraph: Μετὰ ταῦτα ὁ Διάδοχος ἀπηρχόμενος καὶ τὴν 2 ὥραν μ. μ. ἀπῆλθεν εἰς Δεκέλειαν. xyxy=(147,874,380,904)
article-paragraph: Σήμερον ἤδη μεταβᾶσα τὴν αἴθουσαν ἐν τῷ δημαρχείῳ Ρουμανοι τῆς περιφερείας μας ἠγόρασαν τόπον καὶ διὰ μεγάλων δαπανῶν ἐλήφθησαν τὴν ἀναγνώρισιν τῶν συνοικιῶν τῆς ρουμανικῆς Κυβερνήσεως ρουμανικὸν νεκροταφεῖον ἐν Μοναστηρίῳ, πλησίον τοῦ ἑλληνικοῦ. xyxy=(390,402,629,505)
rate-label: » Τουρκίας xyxy=(149,596,200,609)
stock-exchange-date: ΠΕΜΠΤΗ 23 Ὀκτωβρίου xyxy=(197,164,330,179)
rate-row xyxy=(147,541,380,555)
section-heading: ΔΗΛΩΣΕΙΣ ΤΟΥ κ. ΡΑΛΛΗ xyxy=(187,1429,340,1444)
rate-value: 185.50 xyxy=(318,582,380,596)
article-paragraph: Δυσαρεσκείας ἐκφράζουν ὅσοι ἐπισκέπτονται τὴν Ἐθνικὴν Βιβλιοθήκην, διότι ἐκεῖ ἐσταλμένα βιβλία, ὅλοι δι' ἐξηγήσεως καὶ οἱ ὁποῖοι ἐπισκέπτονται, καθὼς καὶ ἐφορεύων, ὁ ὁποῖος μεροληπτικώτατα διαχειρίζεται τὴν βιβλιοθήκην, τῶν ξένων διερχομένων ἡ ὑπάλληλος ἀγνοοῦντες εἰς αὐτὴν ἐνώπιον τοῦ δημοσίου. xyxy=(641,448,835,596)
rate-label: » Λονδίνου xyxy=(149,569,201,581)
rate-row xyxy=(147,333,380,347)
ad-name: ΣΠΥΡ. Π. ΚΟΣΤΑΚΗΣ xyxy=(1322,1637,1430,1678)
article-paragraph: Κατὰ τινα διάδοσιν ἡ ἀναβολὴ τῆς λύσεως τοῦ πολιτικοῦ ζητήματος ὀφείλεται εἰς τὴν ἄφιξιν τοῦ κ. Θεοτόκη. xyxy=(147,1178,380,1223)
rate-row xyxy=(147,569,380,582)
article-paragraph: Αὐτὸ τὸ πρόσταγμα πρὸς τὴν πρόσταξιν τῆς Κυβερνήσεως ἀρκέσθη εἰσφορὰ ὑπὲρ τοῦ βοηθητικοῦ μακεδονικοῦ κομιτάτου οὗτος ὁ 200 χιλιάδων δραχμῶν κατωρθώθη ν' ἀναλάβῃ. Καὶ δὴ μόνον μέσῳ τήρησιν τοῦ πολιτικοῦ ὑπάρχοντος ἐν τῷ Ἠπείρῳ, καθὼς ἐπ' ἐθνικῶν ἀκτίνων. xyxy=(390,810,629,914)
article-paragraph: Εἶναι τὸ ὅτι παράδοξον πῶς τοιαῦται κατηγορίαι ἐξεδόθησαν κατ' ἀνθρώπου ἐντίμου, καὶ διὰ τοῦτο ἀπαιτεῖται ἡ μεγίστη προσοχὴ ἐκ μέρους τῶν κυρίων ἐνόρκων ἐν τῇ κρίσει των. xyxy=(1060,491,1268,565)
ad-text: Πάντοτε εἰς εὐθηνὰς τιμάς. xyxy=(651,2193,794,2208)
rate-row xyxy=(147,555,380,569)
article-paragraph: Θ. Ἀγγελόπουλος. Ἐνταῦθα ἀφικόμεθα τῆς διαφωνίας, ζητῶ τὸν λόγον, κύριοι Ἔνορκοι, διὰ νὰ κρίνω τὴν πρόσοψιν τῆς κατηγορίας, τὰ ἀληθῶς παραπεμπτικὰ τοῦ προφυλακισθέντος καὶ ἐν τοῖς ἀλλοίοις δὲ τῆς κατηγορίας τοῦ κ. Φαραντάτου. xyxy=(847,326,1049,430)
article-paragraph: Ἡ σύσκεψις τῶν θεοτοκικῶν, κατὰ τὰς πληροφορίας τῆς νυκτός, καίτοι ἦτο δυνατὸν νὰ γνωσθῇ πρὸ τῆς Κυριακῆς, θὰ γίνῃ μετὰ τὴν φθάσῃ ὁ κ. Θεοτόκης εἰς Ἀθήνας. xyxy=(147,1702,380,1762)
ad-text: Ἐπιπλώσεις οἰκιῶν, αἰθουσῶν, δωματίων ξενοδοχείων καὶ δημοσίων καταστημάτων. xyxy=(847,1804,1049,1848)
ad-title: ΙΑΤΡΟΣ xyxy=(911,2028,984,2050)
ad-text: Ἀρμονικὴν ἐργοστάσιον ὁδὸς Ρώμης ἀριθ. 8 xyxy=(847,1905,1049,1934)
article-paragraph: Καὶ πρῶτον εἰς τὴν ὑπόθεσιν ταύτην πρέπει νὰ σημειωθῇ, ὅτι ὁ κατηγορούμενος οὐδέποτε ἀπεμακρύνθη τοῦ καθήκοντός του, ἀλλ' ἀπ' ἐναντίας ἐπὶ μακρὰ ἔτη ἐξετέλεσε τὴν ὑπηρεσίαν του μετὰ ζήλου καὶ ἀκριβείας. xyxy=(847,1113,1050,1201)
article-paragraph: Τὰ ἔγγραφα μαρτυροῦν τὸ ἐναντίον, ὅτι δηλαδὴ ὁ κ. Φαραντάτος ἐνήργησε καθ' ὅλα σύμφωνα μὲ τὸν νόμον καὶ τὰς διαταγὰς τῶν προϊσταμένων του, τηρήσας ἀκριβῶς πάντα τὰ βιβλία. xyxy=(847,1034,1049,1109)
article-paragraph: Συνελήφθη ὁ ἀπατεὼν Π. Παπαρίζης, ὁ ὁποῖος καὶ αὐτὸς τῶν ἐκμεταλλευτῶν τοῦ Μπάρμπα Γιάννη ποσὸν ἐξεπράξατο δραχμὰς 2,000 δραχμὰς παρ' αὐτοῦ. xyxy=(390,1466,629,1524)
ad-text: Ἐπὶ σειρὰν ἐτῶν σπουδάσας ἐν Εὐρώπῃ, ὀπτικῶς ἐφοδιασθεὶς εἰς τὰς κλινικὰς τῶν Παρισίων καὶ τῆς Βιέννης, δέχεται ἐπὶ τῶν ἀφροδισίων νοσημάτων καὶ δερματικῶν παθήσεων. xyxy=(847,2053,1049,2126)
rule xyxy=(641,695,835,696)
article-paragraph: Ἀλλὰ καὶ ἡ ἴδια ἡ κατηγορία, ἡ ὁποία ἐστηρίχθη εἰς ψευδεῖς ὑποθέσεις, καταρρέει ἐνώπιον τῶν γεγονότων. Διὸ καὶ σᾶς παρακαλῶ νὰ ἀποδώσητε τὸ δίκαιον. xyxy=(847,1547,1049,1620)
rate-label: Εἰκοσάφραγκον μεταλλικὸν xyxy=(149,478,275,491)
article-subheadline: Θ. ΑΓΓΕΛΟΠΟΥΛΟΥ ΑΘΑΝΑΤΟΥ xyxy=(852,171,1044,185)
article-paragraph: Κκ. Ἐν τούτοις... Ἐν τούτοις· Εἶπον εἰς παζάρια δὲν αὐριον. Διὰ τοῦτο ἐπερχόμεναι συνεδριάσεις θὰ ἀναβληθῇ. Ἔπειτα ὑπάρχουν σήμερον ἡμερῶν, ἀπὸ τῆς ἀφίξεως τοῦ Βασιλέως, δὲν βλέπετε. xyxy=(147,622,380,696)
ad-text: Πάντες οἱ χρηματισταὶ καὶ διοικηταὶ τῶν οἰκονομικῶν καταστημάτων ὑπάγονται εἰς ζημίας μεγάλας καθ' ἑκάστην ἐπὶ τῇ ὁδῷ Σταδίου 49 καὶ θὰ εὕρητε πᾶν ὅ,τι ποθεῖτε εἰς τιμὰς εὐθηνοτάτας. xyxy=(641,2251,835,2339)
news-item: — Οἱ δικαστικοὶ Νόμοι Φόνου. Ἐν τῷ ὁμότιτλῳ βιβλίῳ τοῦ κ. Ἀνδρεοπούλου, ὅπερ ἐξεδόθη προσεχῶς, συμπεριλαμβάνονται ὅλοι οἱ νόμοι τοῦ Κράτους. xyxy=(1280,1080,1472,1154)
rule xyxy=(641,1561,835,1564)
ad-kicker: Ὅσες, ὅλες, ὅλες, ἀνεξαιρέτως xyxy=(659,1885,817,1901)
article-paragraph: Τὸ βεβαιοῦσι καὶ ἀποδεικνύουσι οἱ εὐχαριστήριοι ἐπιστολαὶ καὶ αἱ μαρτυρίαι τῶν ἀσθενῶν. xyxy=(641,1279,835,1323)
article-paragraph: Ὅσοι ὑποστηρίζουν τὴν κατηγορίαν ἑνὸς ἀνθρώπου, ἑνὸς ἀνθρώπου ἀπὸ ἐντίμων καὶ ἀξιοπρεπῶν, πρέπει νὰ φέρουν τὰς ἀποδείξεις των. Ἡ ἀλήθεια δὲν φαίνεται ἀπὸ τὰς τοιαύτας κατηγορίας, ἐπειδὴ ὁ κ. Φαραντάτος ὑπῆρξεν πάντοτε ἐντιμότατος καὶ ἔντιμος ἀνήρ. xyxy=(847,434,1049,552)
article-paragraph: ποιηθῇ ἐν δημοσιευματι. Οἱ Ἰταλοὶ αὐτὴς δὲ ἐπανέλθουν τῆς ἐπιχειρεῖ τὸν ἰδίων τῶν τὴν προσοχὴν ἀνοίξιν. xyxy=(641,135,835,179)
news-item: Ὁ κ. Γεώργιος Φύλλας, υἱὸς τοῦ βουλευτοῦ Ἀττικῆς, καὶ ὁ κ. Κωνσταντῖνος Σκαλάτης, τοῦ ἀειμνήστου πολυγραφοτάτου καθηγητοῦ μὲ τὰ ἔργα τοῦ ὁποίου ἐπαιδεύθησαν γενεαί, ἀναχωροῦσιν πρὸς ἐξετάσεις. xyxy=(1280,164,1472,268)
article-paragraph: Ἐξετάζοντες ἐπιμελῶς τὰς καταθέσεις τῶν μαρτύρων εὑρίσκομεν ὅτι οὐδεὶς ἐξ αὐτῶν κατηγορεῖ τὸν κ. Φαραντάτον, ἀλλὰ πάντες ὁμολογοῦν τὴν ἐντιμότητα καὶ τὴν εὐσυνειδησίαν αὐτοῦ. xyxy=(847,1298,1049,1371)
article-paragraph: Τοῦτο ἐπιμαρτυροῦσι αἱ ἐκ τοῦ Ἐξωτερικοῦ ἐπιστολαὶ μὲ τὰς ὁποίας εὐχαριστοῦν διὰ τὴν ἀποθεραπείαν των, καὶ τὰ πιστοποιητικὰ καὶ αἱ δημόσιαι εὐχαριστίαι. xyxy=(641,1202,835,1275)
rate-row xyxy=(147,506,380,520)
ad-text: Ὁδὸς Πινακωτῶν ἀριθ. 4 καὶ 3—5 μ. μ. Ἀρδηττοῦ. xyxy=(847,2164,1049,2194)
ad-text: Ἀποδέχεται τὸν ἐκ τῆς Ἀγγλίας ἀφίξιν αὐτοῦ ἐκ τῆς Ἀθήνας. xyxy=(1280,1906,1472,1935)
article-paragraph: Ἐκ τοῦ ἀπογεύματος τῆς Πέμπτης ὑπῆρξεν συνέλευσις τοῦ ὑπουργικοῦ Συμβουλίου ὅπως προσυπογράψῃ τὸ Διάταγμα τῆς ἀναβολῆς, τὸ ὑπουργικὸν Συμβούλιον δὲν συνῆλθε, γνωσθὲν δὲ μόνον δτι τοῦτο θὰ συνέλθῃ τὸ αὔριον Σάββατον. xyxy=(147,908,380,996)
rate-row xyxy=(147,402,380,416)
article-paragraph: Κατὰ τὰς δηλώσεις του ταύτας ἡ Κυβέρνησις θὰ ὑποβάλῃ εἰς τὸν Βασιλέα τὴν ἀνάγκην τῆς διαλύσεως, ὡς δὲ φρονεῖ, ἡ Α. Μ. θὰ στέρξῃ εἰς τοῦτο, δεδομένου ὅτι δὲν ὑπάρχει λόγος νὰ συγκατανεύσῃ εἰς τὴν ἀναβολήν. xyxy=(390,183,629,272)
news-item: — Τὸ κατάστημα Ἀνδονοπούλου καὶ Φακοπούλου ὁδὸς Αἰόλου 72 παρέλαβε ἀφθονώτατην συλλογὴν φόρων ἀγγλικῶν καπελλαρίων. xyxy=(1280,895,1472,954)
rate-label: Ἐν. Ἑταιρ. Ἐργολήπτων xyxy=(149,388,261,401)
ad-heading: ΤΑΣΥΦΙΔΙΣΑ νοσήματα xyxy=(1296,1386,1456,1403)
article-paragraph: Ὁ κατηγορούμενος ἐξετέλεσε πάντοτε τὰς ἐντολὰς τῶν ἀνωτέρων του, καὶ ὅταν ἐκλήθη νὰ δώσῃ λόγον, ἀπήντησε μετ' εἰλικρινείας καὶ προθυμίας εἰς πᾶσαν ἐρώτησιν. xyxy=(1060,1007,1268,1080)
rate-value: 63.75 xyxy=(337,333,380,347)
rate-label: Τράπεζα Κρήτης xyxy=(149,216,225,228)
rule xyxy=(390,1404,629,1405)
rate-row xyxy=(147,492,380,506)
ad-heading: ΕΠΙΠΛΟΠΟΙΕΙΟΝ xyxy=(866,1653,1029,1674)
signature-date: Ἀθῆναι 24 Ὀκτωβρίου xyxy=(723,812,829,826)
news-item: — Ὁ ἰατρὸς κ. Κων. Χαβιάτης, ἐπισκεφθεὶς ἐν Παρισίοις τὰς εἰδικὰς Μαιευτικὰς καὶ Παιδιατρικὰς κλινικὰς, ἐγκατέστη ἐνταῦθα καὶ δέχεται καθ' ἑκάστην 27 ὁδὸς Πειραιῶς. xyxy=(1280,1221,1472,1310)
article-headline: ΠΑΡΑΠΟΝΑ xyxy=(680,391,796,413)
ad-text: Ἀφροδίσια νοσήματα, σύφιλις, ἀτονία, παθήσεις τῆς οὐροδόχου κύστεως. xyxy=(847,2130,1049,2160)
rate-label: » Ἀγγλίας xyxy=(149,555,195,568)
rate-value: 34.70 xyxy=(337,506,380,520)
article-paragraph: Πῶς λοιπὸν κατηγορεῖται ἐπὶ ὑπεξαιρέσει, ὅταν οὐδεμία ὑπεξαίρεσις ἀπεδείχθη; Πῶς κατηγορεῖται ἐπὶ παραβάσει καθήκοντος, ὅταν τὸ καθῆκον του ἐξετέλεσε πιστῶς; xyxy=(1060,803,1268,876)
ad-specialty: ΣΥΦΙΛΙΔΟΛΟΓΟΣ ΠΑΘΟΛΟΓΟΣ xyxy=(855,2012,1041,2026)
signature-title: Ἑλλαδικὸς ἐν τῇ ἐσχάτῃ ἰατρὸς καὶ φαρμακοποιὸς xyxy=(667,1524,829,1554)
companies-title: ΜΕΤΟΧΑΙ ΕΤΑΙΡΙΩΝ xyxy=(147,287,380,303)
article-paragraph: Ὁ Ι. Φαραντάτος κατηγορεῖται ἐπὶ ὑπεξαιρέσει ἐξ' ἀφορμῆς τῆς ὑπηρεσίας του, καὶ ἐπὶ παραβάσει καθήκοντος, ἀλλὰ οὐδεμία ἀπόδειξις ὑπάρχει ὅτι ὑπεξήρεσεν ἢ ὅτι ἐπωφελήθη. xyxy=(847,849,1049,923)
banks-table xyxy=(147,202,380,284)
news-item: AU PRINTEMPS. Ἐκλεκτὴ καὶ πλουσία συλλογὴ φορεμάτων, παλτῶν καὶ καπελλῶν εὑρίσκεται εἰς τὸ Printemps τοῦ Μουστοπούλου, ὁδὸς Ἑρμοῦ 42. xyxy=(1280,506,1472,579)
article-paragraph: Ἀλλὰ ὑπάρχει ἐνταῦθα ἕνας κόμβος. Ἐὰν τὸ βούλευμα τῶν Ἐφετῶν, τὸ ὁποῖον κατὰ πρώτιστον λόγον ἐγκαλεῖ τὸν κατηγορούμενον, ἔχει ἐπιτελέσει τὴν ἐπίσημον ἐντολὴν, τότε δὲν εἶναι ἀρμόδιον νὰ κρίνῃ ὁ Εἰσαγγελεύς. xyxy=(1060,306,1268,394)
masthead-rule-thin xyxy=(137,125,1431,126)
section-heading: ΤΙ ΘΑ ΚΑΜΗ Η ΚΥΒΕΡΝΗΣΙΣ xyxy=(177,1830,350,1845)
column-divider xyxy=(384,137,385,2063)
article-paragraph: Τὸ λάθος τοῦτο θέλετε ἀνεύρει ἐν τῇ μελέτῃ τῆς δικογραφίας, ἐφ' ὅσον θὰ ἐπιθυμήσητε νὰ ἐξετάσητε τὰ ἐν αὐτῇ ἔγγραφα, τὰ ὁποῖα ἀποδεικνύουν τὴν ἀλήθειαν τῶν ἰσχυρισμῶν μας. xyxy=(1060,569,1268,642)
masthead-rule xyxy=(137,120,1431,123)
rate-row xyxy=(147,347,380,361)
section-heading: ΤΟΥ ΚΟΣΜΟΥ xyxy=(1280,139,1472,161)
ad-name: ΘΩΜ. ΑΝΑΓΝΩΣΤΟΠΟΥΛΟΣ xyxy=(847,1946,1054,1987)
article-paragraph: ΚΕΡΚΥΡΑ, 23 Ὀκτωβρίου. Τὴν πρωΐαν κέρδους τῆς ἐντεῦθεν σταθμεύουσης ἀγκυροβόλου ἐπελθόντος ἐν τοῖς παραλίοις τοῦ μεγάλου λαθρεμπορίου 300 κιβώτια σιγάρων καὶ ποσότητα σιγαροχάρτου. xyxy=(390,1323,629,1397)
news-item: — Τὸ νομικὸν Φροντιστήριον τοῦ δικηγόρου κ. Κλεάνθη Θεοφανοπούλου γνωρίζει τοῖς ἐνδιαφερομένοις ὅτι ἐκ τοῦ 15ου Ὀκτωβρίου ἀρχίζουσι τὰ μαθήματα τῆς ἰδιαιτέρας προγυμνάσεως, πρὸς ἐξετάσεις Δευτέρας 20ῆς τ. μ. ὁδὸς Καποδιστρίου 26. xyxy=(1280,958,1472,1076)
rule xyxy=(1280,1832,1472,1833)
ad-text: Ἀκρα ἐχεμύθεια, δὲ ἀνταπόκρισις ὅλων τῶν Ἐπαρχιῶν. xyxy=(1280,1744,1472,1773)
ad-name: ΙΑΤΡΟΣ Μ. ΠΑΠΑΔΟΠΟΥΛΟΣ xyxy=(653,1585,823,1626)
rate-label: Ἐμ. Τράπεζα xyxy=(149,257,209,270)
article-paragraph: Τοῦτο πιστοποιοῦσι καὶ μαρτυροῦσι πολλοὶ ἀσθενεῖς θεραπευθέντες ὑπὸ τοῦ ἰατροῦ τούτου, τὸν ὁποῖον καλοῦσι δημοσίως νὰ εὐχαριστήσωσι. xyxy=(641,1046,835,1105)
rate-label: Ἠλεκτρικὴ xyxy=(149,429,200,442)
ad-heading: ΘΕΡΑΠΕΥΕΙ xyxy=(1340,1588,1412,1602)
